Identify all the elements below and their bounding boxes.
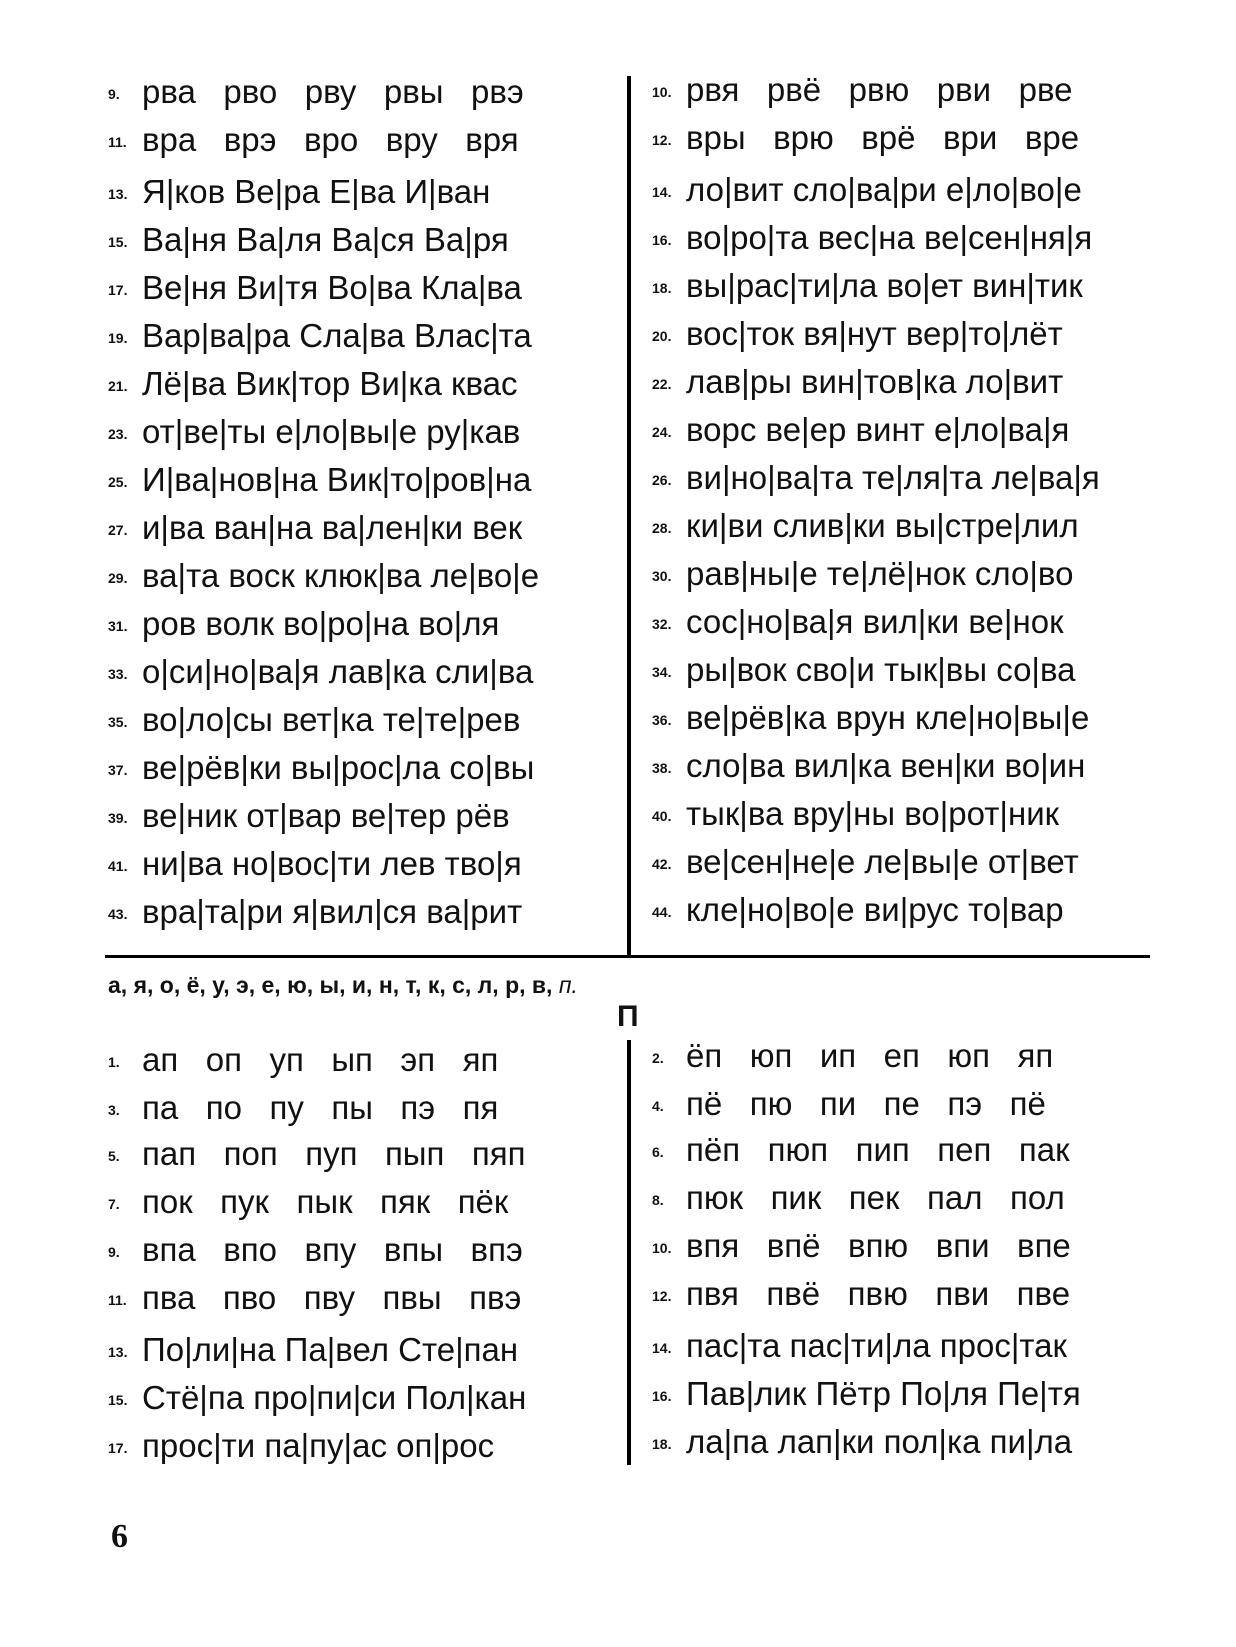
exercise-row: [108, 748, 534, 788]
exercise-row: [652, 1374, 1081, 1414]
exercise-row: [108, 1278, 521, 1318]
exercise-row: [108, 1230, 523, 1270]
exercise-text: лав|ры вин|тов|ка ло|вит: [686, 363, 1064, 400]
exercise-number: 4.: [652, 1098, 664, 1114]
exercise-row: [652, 602, 1064, 642]
exercise-text: Лё|ва Вик|тор Ви|ка квас: [142, 365, 518, 402]
exercise-number: 12.: [652, 1288, 672, 1304]
exercise-number: 25.: [108, 474, 128, 490]
exercise-row: [108, 556, 539, 596]
exercise-row: [652, 794, 1059, 834]
exercise-number: 24.: [652, 424, 672, 440]
exercise-row: [652, 554, 1073, 594]
exercise-text: ров волк во|ро|на во|ля: [142, 605, 500, 642]
exercise-row: [108, 508, 522, 548]
exercise-text: ки|ви слив|ки вы|стре|лил: [686, 507, 1079, 544]
exercise-text: ве|рёв|ка врун кле|но|вы|е: [686, 699, 1090, 736]
exercise-text: рвя рвё рвю рви рве: [686, 71, 1073, 108]
column-divider-2: [627, 1040, 631, 1465]
exercise-text: кле|но|во|е ви|рус то|вар: [686, 891, 1064, 928]
exercise-row: [652, 890, 1064, 930]
exercise-number: 42.: [652, 856, 672, 872]
section-title: П: [617, 1000, 639, 1033]
exercise-row: [108, 460, 531, 500]
exercise-text: вры врю врё ври вре: [686, 119, 1080, 156]
exercise-text: Пав|лик Пётр По|ля Пе|тя: [686, 1375, 1081, 1412]
exercise-text: ва|та воск клюк|ва ле|во|е: [142, 557, 540, 594]
exercise-row: [108, 316, 532, 356]
exercise-number: 40.: [652, 808, 672, 824]
exercise-text: ла|па лап|ки пол|ка пи|ла: [686, 1423, 1073, 1460]
exercise-number: 7.: [108, 1196, 120, 1212]
exercise-number: 29.: [108, 570, 128, 586]
exercise-number: 28.: [652, 520, 672, 536]
exercise-row: [652, 1084, 1046, 1124]
exercise-text: и|ва ван|на ва|лен|ки век: [142, 509, 523, 546]
exercise-row: [108, 72, 524, 112]
exercise-text: прос|ти па|пу|ас оп|рос: [142, 1427, 495, 1464]
exercise-number: 6.: [652, 1144, 664, 1160]
exercise-number: 16.: [652, 1388, 672, 1404]
exercise-row: [108, 844, 522, 884]
exercise-number: 13.: [108, 1344, 128, 1360]
exercise-row: [108, 412, 520, 452]
exercise-text: ве|рёв|ки вы|рос|ла со|вы: [142, 749, 535, 786]
exercise-number: 11.: [108, 134, 127, 150]
exercise-number: 15.: [108, 1392, 128, 1408]
exercise-text: впа впо впу впы впэ: [142, 1231, 523, 1268]
letters-bold: а, я, о, ё, у, э, е, ю, ы, и, н, т, к, с, л, р, в,: [108, 972, 553, 998]
exercise-number: 35.: [108, 714, 128, 730]
exercise-row: [108, 1426, 494, 1466]
exercise-row: [652, 410, 1069, 450]
exercise-text: пва пво пву пвы пвэ: [142, 1279, 522, 1316]
exercise-text: о|си|но|ва|я лав|ка сли|ва: [142, 653, 534, 690]
exercise-number: 16.: [652, 232, 672, 248]
exercise-text: ни|ва но|вос|ти лев тво|я: [142, 845, 522, 882]
exercise-number: 14.: [652, 184, 672, 200]
exercise-number: 19.: [108, 330, 128, 346]
exercise-row: [652, 458, 1100, 498]
exercise-number: 38.: [652, 760, 672, 776]
exercise-number: 1.: [108, 1054, 120, 1070]
exercise-text: Ва|ня Ва|ля Ва|ся Ва|ря: [142, 221, 509, 258]
exercise-row: [108, 1378, 526, 1418]
exercise-text: пёп пюп пип пеп пак: [686, 1131, 1070, 1168]
exercise-text: пё пю пи пе пэ пё: [686, 1085, 1046, 1122]
exercise-text: пас|та пас|ти|ла прос|так: [686, 1327, 1067, 1364]
exercise-row: [652, 1178, 1065, 1218]
exercise-row: [108, 1330, 518, 1370]
exercise-row: [108, 652, 533, 692]
exercise-text: ве|сен|не|е ле|вы|е от|вет: [686, 843, 1079, 880]
exercise-number: 18.: [652, 280, 672, 296]
exercise-number: 41.: [108, 858, 128, 874]
exercise-text: По|ли|на Па|вел Сте|пан: [142, 1331, 519, 1368]
section-divider: [105, 955, 1150, 958]
exercise-row: [108, 220, 509, 260]
exercise-text: от|ве|ты е|ло|вы|е ру|кав: [142, 413, 521, 450]
exercise-row: [108, 604, 499, 644]
exercise-row: [652, 746, 1085, 786]
exercise-text: во|ло|сы вет|ка те|те|рев: [142, 701, 521, 738]
exercise-number: 9.: [108, 1244, 120, 1260]
exercise-number: 26.: [652, 472, 672, 488]
exercise-row: [652, 506, 1079, 546]
exercise-number: 12.: [652, 132, 672, 148]
exercise-number: 8.: [652, 1192, 664, 1208]
exercise-row: [108, 1088, 498, 1128]
exercise-text: сло|ва вил|ка вен|ки во|ин: [686, 747, 1086, 784]
exercise-number: 10.: [652, 84, 672, 100]
exercise-row: [652, 1274, 1070, 1314]
exercise-number: 14.: [652, 1340, 672, 1356]
exercise-row: [652, 362, 1063, 402]
exercise-number: 30.: [652, 568, 672, 584]
exercise-number: 17.: [108, 1440, 128, 1456]
exercise-number: 13.: [108, 186, 128, 202]
exercise-text: ви|но|ва|та те|ля|та ле|ва|я: [686, 459, 1100, 496]
exercise-row: [652, 70, 1072, 110]
exercise-number: 10.: [652, 1240, 672, 1256]
exercise-text: впя впё впю впи впе: [686, 1227, 1071, 1264]
exercise-row: [108, 892, 522, 932]
exercise-text: Ве|ня Ви|тя Во|ва Кла|ва: [142, 269, 522, 306]
exercise-number: 15.: [108, 234, 128, 250]
exercise-number: 20.: [652, 328, 672, 344]
exercise-row: [108, 172, 490, 212]
exercise-text: вра|та|ри я|вил|ся ва|рит: [142, 893, 523, 930]
exercise-number: 43.: [108, 906, 128, 922]
page-number: 6: [111, 1518, 128, 1555]
exercise-text: И|ва|нов|на Вик|то|ров|на: [142, 461, 532, 498]
exercise-text: рва рво рву рвы рвэ: [142, 73, 524, 110]
exercise-text: ёп юп ип еп юп яп: [686, 1037, 1054, 1074]
exercise-number: 21.: [108, 378, 128, 394]
exercise-row: [652, 1036, 1053, 1076]
exercise-row: [108, 1134, 526, 1174]
exercise-text: рав|ны|е те|лё|нок сло|во: [686, 555, 1074, 592]
exercise-text: Стё|па про|пи|си Пол|кан: [142, 1379, 527, 1416]
exercise-row: [652, 266, 1083, 306]
exercise-number: 11.: [108, 1292, 127, 1308]
exercise-number: 27.: [108, 522, 128, 538]
exercise-number: 5.: [108, 1148, 120, 1164]
exercise-row: [652, 1422, 1072, 1462]
exercise-text: тык|ва вру|ны во|рот|ник: [686, 795, 1060, 832]
exercise-text: Вар|ва|ра Сла|ва Влас|та: [142, 317, 532, 354]
exercise-text: пок пук пык пяк пёк: [142, 1183, 509, 1220]
exercise-text: ве|ник от|вар ве|тер рёв: [142, 797, 510, 834]
exercise-number: 2.: [652, 1050, 664, 1066]
exercise-number: 32.: [652, 616, 672, 632]
exercise-row: [108, 268, 522, 308]
exercise-row: [108, 700, 520, 740]
column-divider: [627, 76, 631, 956]
exercise-row: [652, 1130, 1070, 1170]
exercise-number: 3.: [108, 1102, 120, 1118]
exercise-row: [652, 698, 1089, 738]
exercise-number: 34.: [652, 664, 672, 680]
exercise-text: ворс ве|ер винт е|ло|ва|я: [686, 411, 1070, 448]
exercise-row: [652, 650, 1076, 690]
exercise-number: 17.: [108, 282, 128, 298]
exercise-row: [108, 364, 518, 404]
exercise-row: [652, 1226, 1071, 1266]
exercise-number: 18.: [652, 1436, 672, 1452]
exercise-text: во|ро|та вес|на ве|сен|ня|я: [686, 219, 1093, 256]
exercise-text: вос|ток вя|нут вер|то|лёт: [686, 315, 1063, 352]
exercise-number: 44.: [652, 904, 672, 920]
exercise-row: [652, 170, 1082, 210]
exercise-text: Я|ков Ве|ра Е|ва И|ван: [142, 173, 491, 210]
exercise-row: [652, 118, 1079, 158]
exercise-row: [652, 842, 1079, 882]
exercise-row: [108, 1040, 498, 1080]
exercise-number: 23.: [108, 426, 128, 442]
exercise-row: [108, 1182, 508, 1222]
exercise-number: 37.: [108, 762, 128, 778]
exercise-row: [652, 1326, 1067, 1366]
exercise-text: пвя пвё пвю пви пве: [686, 1275, 1071, 1312]
exercise-text: ап оп уп ып эп яп: [142, 1041, 499, 1078]
exercise-row: [108, 796, 510, 836]
exercise-row: [652, 314, 1063, 354]
exercise-number: 39.: [108, 810, 128, 826]
exercise-number: 33.: [108, 666, 128, 682]
exercise-number: 31.: [108, 618, 128, 634]
exercise-text: ло|вит сло|ва|ри е|ло|во|е: [686, 171, 1082, 208]
exercise-text: пап поп пуп пып пяп: [142, 1135, 526, 1172]
exercise-text: па по пу пы пэ пя: [142, 1089, 499, 1126]
exercise-number: 22.: [652, 376, 672, 392]
letters-new: п.: [558, 972, 578, 998]
exercise-number: 36.: [652, 712, 672, 728]
exercise-row: [108, 120, 519, 160]
letters-learned-line: [108, 972, 578, 999]
exercise-text: ры|вок сво|и тык|вы со|ва: [686, 651, 1076, 688]
exercise-text: вы|рас|ти|ла во|ет вин|тик: [686, 267, 1083, 304]
exercise-row: [652, 218, 1092, 258]
exercise-number: 9.: [108, 86, 120, 102]
exercise-text: пюк пик пек пал пол: [686, 1179, 1065, 1216]
exercise-text: вра врэ вро вру вря: [142, 121, 519, 158]
exercise-text: сос|но|ва|я вил|ки ве|нок: [686, 603, 1064, 640]
